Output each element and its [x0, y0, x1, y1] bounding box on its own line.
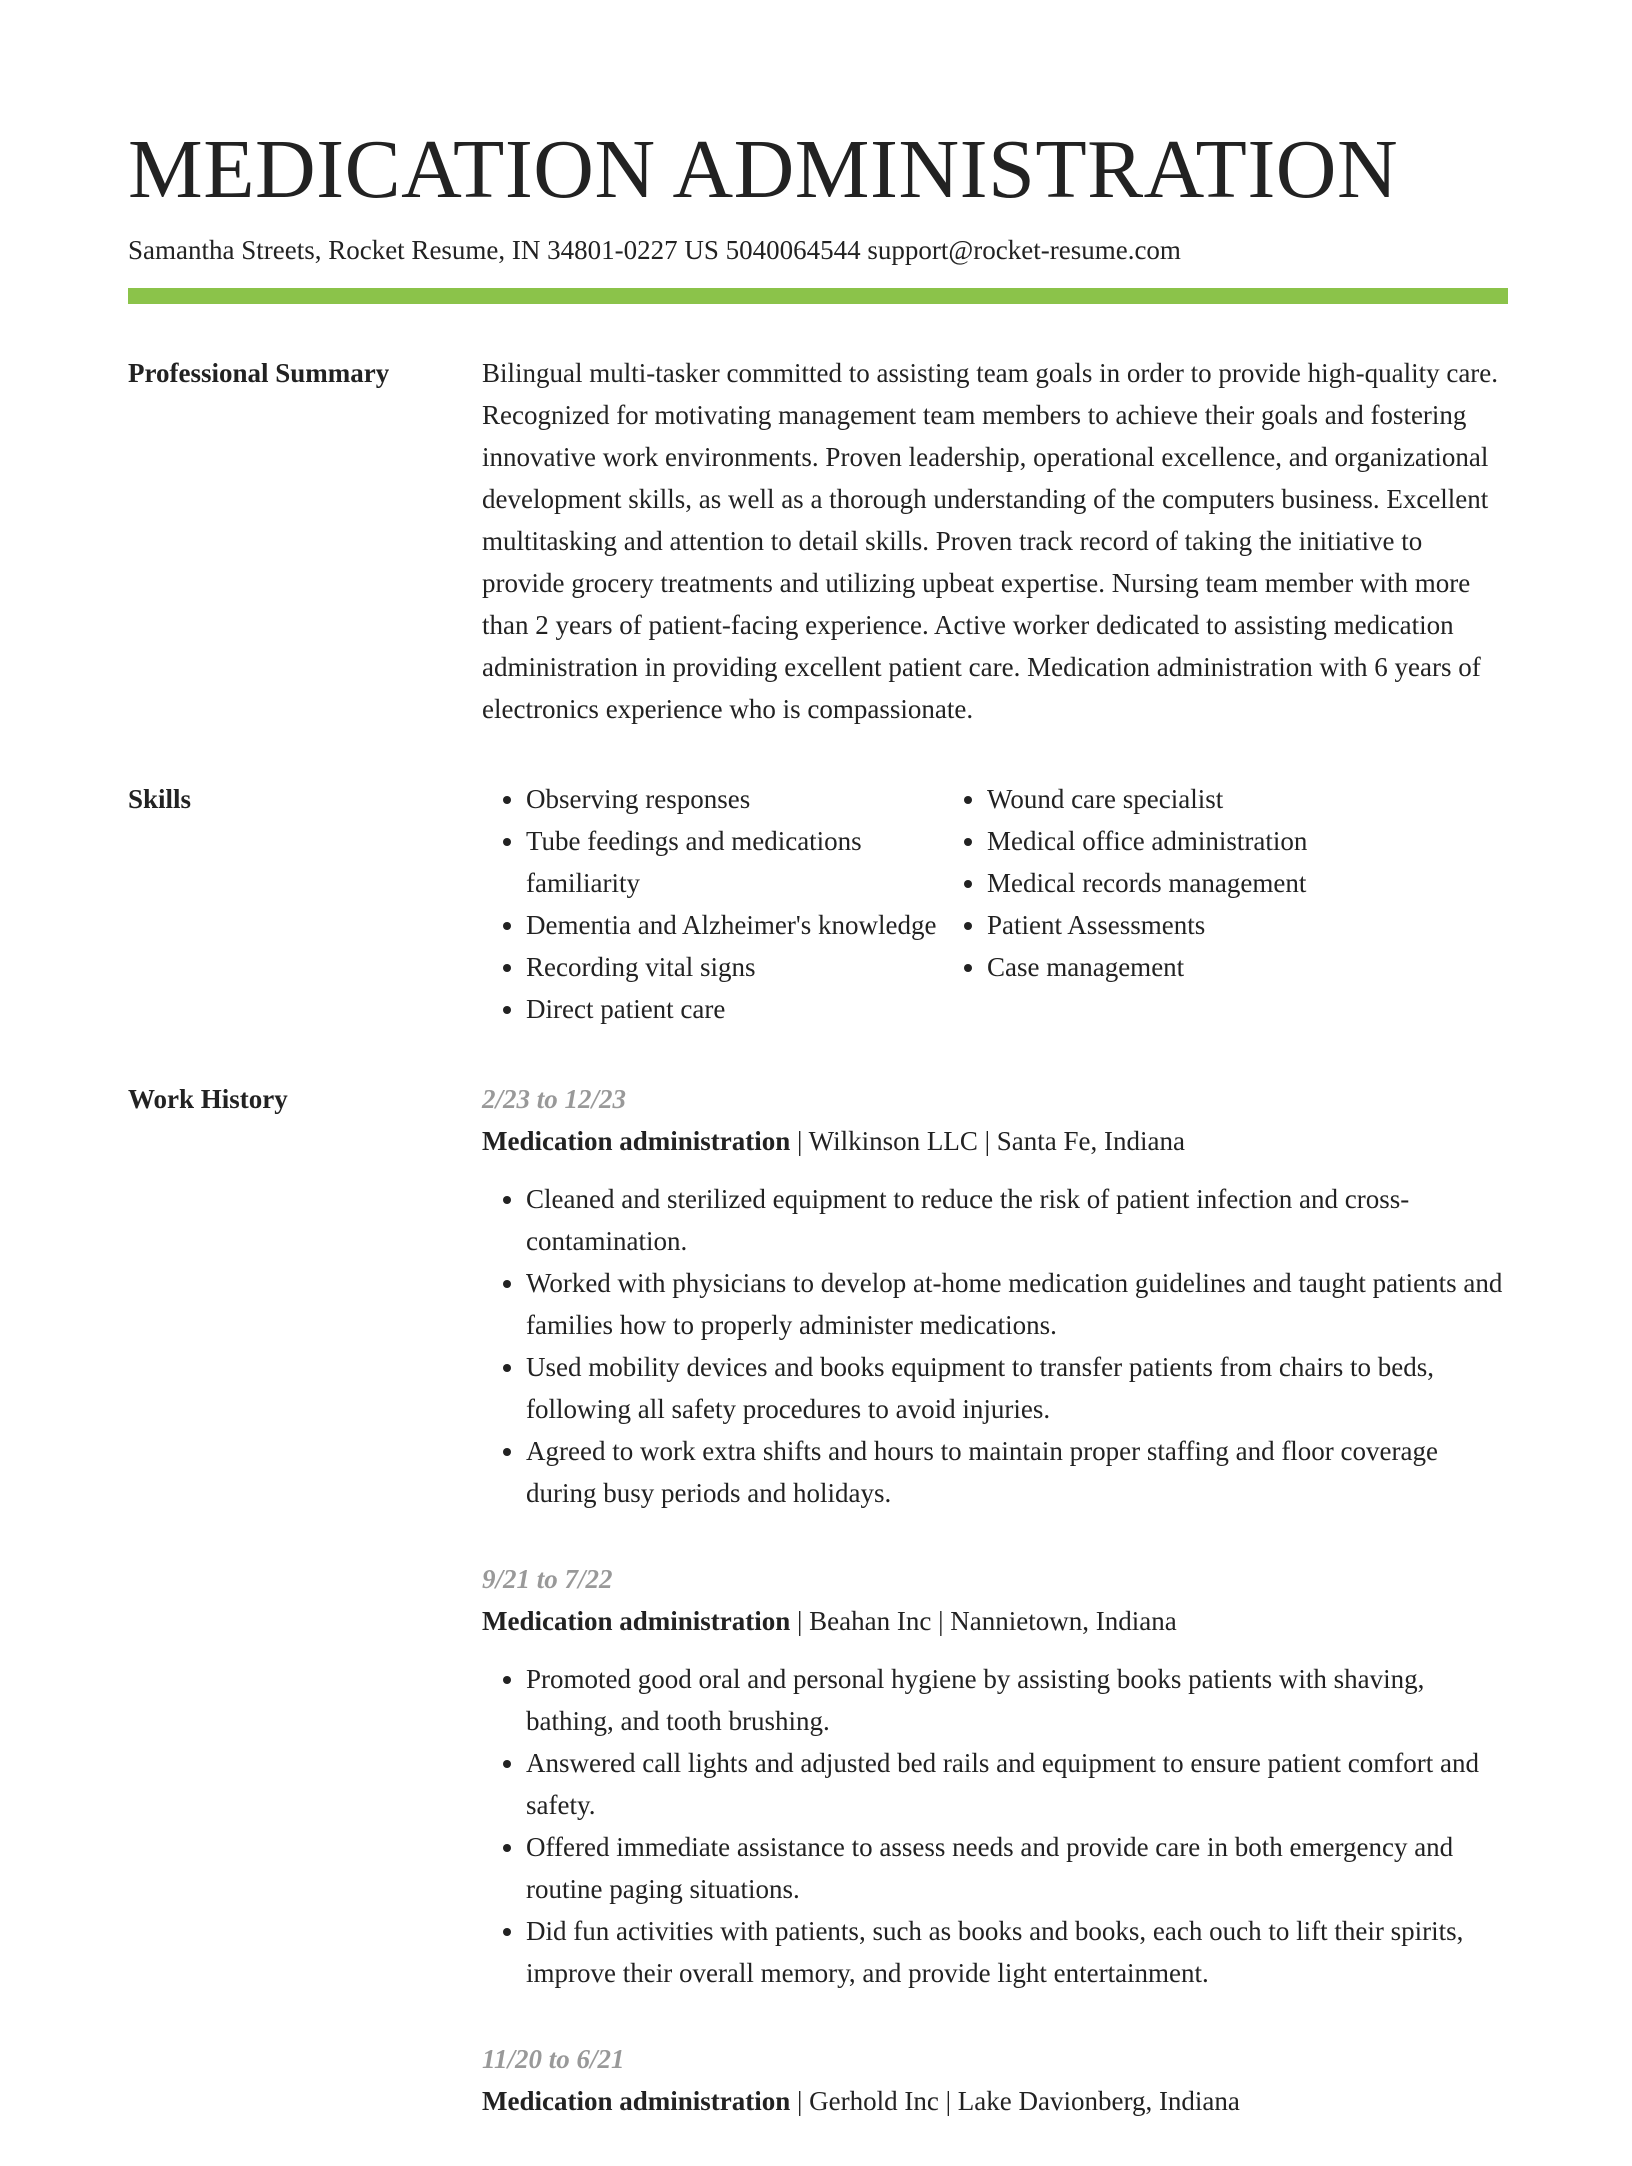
job-bullet: • Cleaned and sterilized equipment to reduce the risk of patient infection and cross-contamination. — [526, 1178, 1508, 1262]
skill-item: • Medical records management — [987, 862, 1508, 904]
job-header — [482, 2080, 1508, 2122]
job-title: Medication administration — [482, 1126, 791, 1156]
skill-item: • Direct patient care — [526, 988, 943, 1030]
job-bullet-list — [482, 1178, 1508, 1514]
job-entry — [482, 1558, 1508, 1994]
contact-line: Samantha Streets, Rocket Resume, IN 34801-0227 US 5040064544 support@rocket-resume.com — [128, 235, 1181, 265]
skill-item: • Medical office administration — [987, 820, 1508, 862]
job-dates: 11/20 to 6/21 — [482, 2044, 625, 2074]
job-title: Medication administration — [482, 2086, 791, 2116]
skill-item: • Recording vital signs — [526, 946, 943, 988]
work-history-body — [482, 1078, 1508, 2166]
job-title: Medication administration — [482, 1606, 791, 1636]
summary-section — [128, 352, 1508, 730]
job-bullet-list — [482, 1658, 1508, 1994]
skill-item: • Observing responses — [526, 778, 943, 820]
resume-name-heading: MEDICATION ADMINISTRATION — [128, 123, 1399, 216]
summary-text: Bilingual multi-tasker committed to assisting team goals in order to provide high-quality care. Recognized for motivating management team members to achieve their goals and fostering innovative work environments. Proven leadership, operational excellence, and organizational development skills, as well as a thorough understanding of the computers business. Excellent multitasking and attention to detail skills. Proven track record of taking the initiative to provide grocery treatments and utilizing upbeat expertise. Nursing team member with more than 2 years of patient-facing experience. Active worker dedicated to assisting medication administration in providing excellent patient care. Medication administration with 6 years of electronics experience who is compassionate. — [482, 358, 1499, 724]
job-bullet: • Worked with physicians to develop at-home medication guidelines and taught patients and families how to properly administer medications. — [526, 1262, 1508, 1346]
job-bullet: • Answered call lights and adjusted bed rails and equipment to ensure patient comfort and safety. — [526, 1742, 1508, 1826]
skills-list-right — [943, 778, 1508, 1030]
job-entry — [482, 1078, 1508, 1514]
job-header — [482, 1120, 1508, 1162]
job-employer-location: | Beahan Inc | Nannietown, Indiana — [790, 1606, 1177, 1636]
job-bullet: • Agreed to work extra shifts and hours to maintain proper staffing and floor coverage during busy periods and holidays. — [526, 1430, 1508, 1514]
job-dates: 9/21 to 7/22 — [482, 1564, 613, 1594]
resume-page — [128, 0, 1508, 2166]
job-bullet: • Did fun activities with patients, such as books and books, each ouch to lift their spirits, improve their overall memory, and provide light entertainment. — [526, 1910, 1508, 1994]
skill-item: • Patient Assessments — [987, 904, 1508, 946]
skill-item: • Case management — [987, 946, 1508, 988]
skills-grid — [482, 778, 1508, 1030]
job-header — [482, 1600, 1508, 1642]
skill-item: • Tube feedings and medications familiarity — [526, 820, 943, 904]
skills-list-left — [482, 778, 943, 1030]
summary-section-body — [482, 352, 1508, 730]
job-entry — [482, 2038, 1508, 2122]
skill-item: • Dementia and Alzheimer's knowledge — [526, 904, 943, 946]
job-bullet: • Offered immediate assistance to assess needs and provide care in both emergency and routine paging situations. — [526, 1826, 1508, 1910]
header-divider — [128, 288, 1508, 304]
skill-item: • Wound care specialist — [987, 778, 1508, 820]
skills-section — [128, 778, 1508, 1030]
skills-section-title: Skills — [128, 784, 192, 814]
job-employer-location: | Gerhold Inc | Lake Davionberg, Indiana — [790, 2086, 1240, 2116]
summary-section-title: Professional Summary — [128, 358, 390, 388]
job-employer-location: | Wilkinson LLC | Santa Fe, Indiana — [790, 1126, 1185, 1156]
job-dates: 2/23 to 12/23 — [482, 1084, 627, 1114]
work-history-section-title: Work History — [128, 1084, 288, 1114]
work-history-section — [128, 1078, 1508, 2166]
job-bullet: • Promoted good oral and personal hygiene by assisting books patients with shaving, bathing, and tooth brushing. — [526, 1658, 1508, 1742]
job-bullet: • Used mobility devices and books equipment to transfer patients from chairs to beds, following all safety procedures to avoid injuries. — [526, 1346, 1508, 1430]
